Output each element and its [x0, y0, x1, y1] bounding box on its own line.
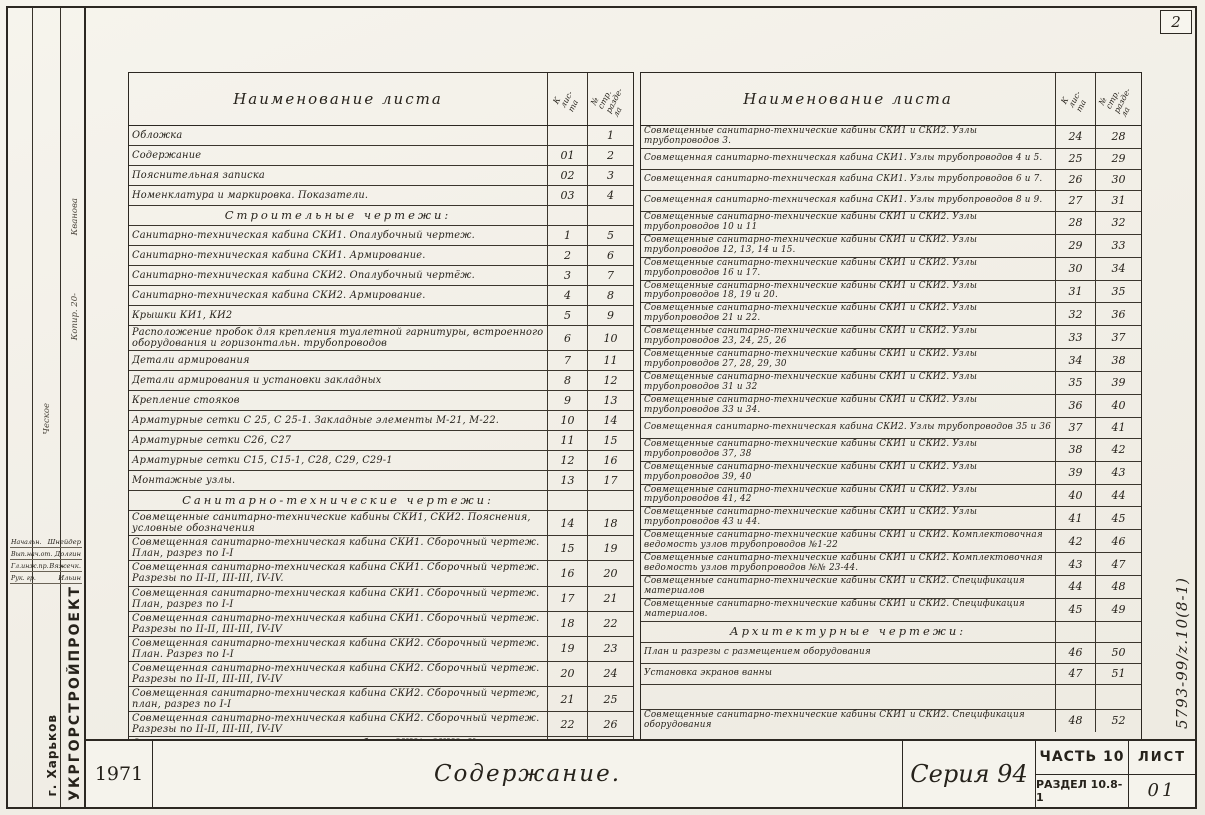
table-row — [129, 146, 633, 166]
row-sheet-number: 28 — [1055, 212, 1095, 234]
row-page-number: 23 — [587, 637, 633, 661]
table-row — [129, 226, 633, 246]
table-row — [641, 599, 1141, 622]
table-row — [129, 206, 633, 226]
row-sheet-name: Совмещенная санитарно-техническая кабина СКИ2. Сборочный чертеж. Разрезы по II-II, III-III, IV-IV — [132, 713, 540, 736]
table-row — [641, 303, 1141, 326]
row-sheet-name: Совмещенные санитарно-технические кабины СКИ1 и СКИ2. Спецификация материалов — [644, 576, 1025, 596]
table-row — [641, 643, 1141, 664]
row-page-number: 37 — [1095, 326, 1141, 348]
row-sheet-name: Обложка — [132, 129, 183, 141]
row-sheet-name: Совмещенные санитарно-технические кабины СКИ1 и СКИ2. Узлы трубопроводов 43 и 44. — [644, 507, 978, 528]
table-row — [129, 411, 633, 431]
row-page-number: 51 — [1095, 664, 1141, 684]
table-row — [129, 536, 633, 561]
row-sheet-name: Совмещенные санитарно-технические кабины СКИ1 и СКИ2. Спецификация оборудования — [644, 709, 1025, 730]
column-header-sheet: К лис- та — [547, 73, 587, 125]
row-sheet-name: Номенклатура и маркировка. Показатели. — [132, 189, 369, 201]
row-sheet-name: Расположение пробок для крепления туалетной гарнитуры, встроенного оборудования и горизонтальн. трубопроводов — [132, 327, 544, 350]
row-sheet-number: 19 — [547, 637, 587, 661]
row-sheet-number: 11 — [547, 431, 587, 450]
row-sheet-name: Арматурные сетки С15, С15-1, С28, С29, С29-1 — [132, 455, 393, 467]
table-row — [641, 685, 1141, 710]
row-sheet-number — [547, 206, 587, 225]
part-section-cell — [1035, 741, 1128, 807]
row-page-number: 46 — [1095, 530, 1141, 552]
column-header-name: Наименование листа — [233, 90, 443, 108]
column-header-page: № стр. разде- ла — [587, 73, 633, 125]
row-sheet-name: Санитарно-техническая кабина СКИ2. Опалубочный чертёж. — [132, 269, 475, 281]
row-sheet-number: 45 — [1055, 599, 1095, 621]
row-page-number: 5 — [587, 226, 633, 245]
row-sheet-name: Санитарно-технические чертежи: — [182, 493, 494, 508]
row-sheet-name: План и разрезы с размещением оборудования — [644, 646, 871, 657]
row-page-number: 3 — [587, 166, 633, 185]
organization-name: УКРГОРСТРОЙПРОЕКТ — [67, 585, 83, 801]
row-sheet-name: Детали армирования и установки закладных — [132, 375, 382, 387]
table-row — [129, 286, 633, 306]
table-row — [641, 126, 1141, 149]
row-sheet-number: 21 — [547, 687, 587, 711]
row-sheet-name: Совмещенные санитарно-технические кабины СКИ1 и СКИ2. Узлы трубопроводов 41, 42 — [644, 484, 978, 505]
signer-name: Долгин — [54, 550, 81, 558]
row-page-number: 1 — [587, 126, 633, 145]
row-sheet-name: Санитарно-техническая кабина СКИ2. Армирование. — [132, 289, 426, 301]
row-sheet-name: Совмещенные санитарно-технические кабины СКИ1, СКИ2. Пояснения, условные обозначения — [132, 512, 531, 535]
row-sheet-number: 31 — [1055, 281, 1095, 303]
table-row — [641, 664, 1141, 685]
row-page-number: 34 — [1095, 258, 1141, 280]
row-page-number: 42 — [1095, 439, 1141, 461]
table-row — [641, 191, 1141, 212]
row-sheet-number: 13 — [547, 471, 587, 490]
table-row — [641, 349, 1141, 372]
row-sheet-number: 2 — [547, 246, 587, 265]
row-page-number: 33 — [1095, 235, 1141, 257]
row-page-number: 10 — [587, 326, 633, 350]
stamp-signer-row — [10, 548, 82, 560]
row-sheet-number: 32 — [1055, 303, 1095, 325]
row-sheet-name: Детали армирования — [132, 355, 250, 367]
row-page-number: 40 — [1095, 395, 1141, 417]
table-row — [641, 710, 1141, 732]
row-sheet-name: Совмещенная санитарно-техническая кабина СКИ2. Сборочный чертеж. Разрезы по II-II, III-III, IV-IV — [132, 662, 540, 685]
table-header — [641, 73, 1141, 126]
table-row — [641, 507, 1141, 530]
row-page-number: 21 — [587, 587, 633, 611]
row-sheet-name: Совмещенные санитарно-технические кабины СКИ1 и СКИ2. Узлы трубопроводов 27, 28, 29, 30 — [644, 349, 978, 370]
row-sheet-name — [641, 685, 1055, 709]
stamp-divider-line — [60, 8, 61, 807]
row-sheet-number — [1055, 622, 1095, 642]
signer-role: Гл.инж.пр. — [11, 563, 49, 570]
row-sheet-number: 12 — [547, 451, 587, 470]
table-row — [641, 149, 1141, 170]
row-sheet-number — [547, 491, 587, 510]
row-sheet-name: Строительные чертежи: — [224, 208, 452, 222]
row-page-number: 39 — [1095, 372, 1141, 394]
table-row — [641, 372, 1141, 395]
row-page-number: 7 — [587, 266, 633, 285]
row-sheet-name: Пояснительная записка — [132, 169, 265, 181]
signer-role: Рук. гр. — [11, 575, 36, 582]
row-page-number: 31 — [1095, 191, 1141, 211]
table-row — [129, 166, 633, 186]
row-sheet-name: Совмещенная санитарно-техническая кабина СКИ1. Узлы трубопроводов 6 и 7. — [644, 173, 1043, 184]
row-page-number — [1095, 622, 1141, 642]
row-page-number: 8 — [587, 286, 633, 305]
row-sheet-number: 34 — [1055, 349, 1095, 371]
row-sheet-name: Совмещенная санитарно-техническая кабина СКИ1. Сборочный чертеж. План, разрез по I-I — [132, 587, 540, 610]
row-page-number: 2 — [587, 146, 633, 165]
row-sheet-name: Совмещенные санитарно-технические кабины СКИ1 и СКИ2. Узлы трубопроводов 3. — [644, 126, 978, 146]
row-sheet-number: 30 — [1055, 258, 1095, 280]
stamp-signer-row — [10, 560, 82, 572]
row-sheet-name: Совмещенные санитарно-технические кабины СКИ1 и СКИ2. Узлы трубопроводов 33 и 34. — [644, 394, 978, 415]
row-sheet-number: 7 — [547, 351, 587, 370]
document-number-vertical: 5793-99/z.10(8-1) — [1173, 577, 1191, 729]
row-sheet-name: Совмещенные санитарно-технические кабины СКИ1 и СКИ2. Узлы трубопроводов 16 и 17. — [644, 257, 978, 278]
table-body-left — [129, 126, 633, 761]
column-header-page: № стр. разде- ла — [1095, 73, 1141, 125]
row-page-number: 16 — [587, 451, 633, 470]
table-row — [641, 170, 1141, 191]
row-page-number: 50 — [1095, 643, 1141, 663]
row-sheet-name: Совмещенные санитарно-технические кабины СКИ1 и СКИ2. Узлы трубопроводов 10 и 11 — [644, 211, 978, 232]
row-page-number — [1095, 685, 1141, 709]
row-page-number: 29 — [1095, 149, 1141, 169]
row-page-number: 12 — [587, 371, 633, 390]
part-label: ЧАСТЬ 10 — [1036, 741, 1128, 775]
row-sheet-number: 8 — [547, 371, 587, 390]
table-row — [641, 281, 1141, 304]
row-page-number: 41 — [1095, 418, 1141, 438]
table-row — [129, 451, 633, 471]
left-stamp-column — [6, 6, 86, 809]
row-page-number: 25 — [587, 687, 633, 711]
row-sheet-name: Совмещенная санитарно-техническая кабина СКИ1. Сборочный чертеж. Разрезы по II-II, III-III, IV-IV — [132, 612, 540, 635]
row-sheet-number: 1 — [547, 226, 587, 245]
row-page-number: 30 — [1095, 170, 1141, 190]
title-block — [84, 739, 1197, 809]
table-row — [129, 491, 633, 511]
table-row — [641, 326, 1141, 349]
row-page-number: 4 — [587, 186, 633, 205]
row-sheet-name: Арматурные сетки С 25, С 25-1. Закладные элементы М-21, М-22. — [132, 415, 500, 427]
row-page-number: 36 — [1095, 303, 1141, 325]
row-sheet-name: Совмещенные санитарно-технические кабины СКИ1 и СКИ2. Узлы трубопроводов 18, 19 и 20. — [644, 280, 978, 301]
table-row — [641, 418, 1141, 439]
row-sheet-number: 29 — [1055, 235, 1095, 257]
row-sheet-number: 02 — [547, 166, 587, 185]
row-sheet-name: Крепление стояков — [132, 395, 240, 407]
table-row — [641, 530, 1141, 553]
row-sheet-name: Совмещенная санитарно-техническая кабина СКИ2. Узлы трубопроводов 35 и 36 — [644, 421, 1051, 432]
row-page-number: 15 — [587, 431, 633, 450]
row-sheet-number: 9 — [547, 391, 587, 410]
row-sheet-number: 26 — [1055, 170, 1095, 190]
row-sheet-number: 38 — [1055, 439, 1095, 461]
row-sheet-name: Совмещенные санитарно-технические кабины СКИ1 и СКИ2. Комплектовочная ведомость узлов трубопроводов №1-22 — [644, 530, 1043, 551]
row-page-number: 20 — [587, 561, 633, 585]
row-sheet-number: 41 — [1055, 507, 1095, 529]
contents-tables — [128, 72, 1142, 779]
row-page-number: 45 — [1095, 507, 1141, 529]
row-sheet-name: Совмещенная санитарно-техническая кабина СКИ1. Сборочный чертеж. Разрезы по II-II, III-III, IV-IV. — [132, 562, 540, 585]
table-row — [641, 622, 1141, 643]
stamp-signer-row — [10, 572, 82, 584]
table-row — [641, 485, 1141, 508]
column-header-sheet: К лис- та — [1055, 73, 1095, 125]
row-sheet-name: Совмещенные санитарно-технические кабины СКИ1 и СКИ2. Узлы трубопроводов 31 и 32 — [644, 372, 978, 392]
row-sheet-number: 36 — [1055, 395, 1095, 417]
row-sheet-name: Совмещенные санитарно-технические кабины СКИ1 и СКИ2. Узлы трубопроводов 37, 38 — [644, 438, 978, 459]
row-sheet-number: 3 — [547, 266, 587, 285]
row-sheet-number — [547, 126, 587, 145]
left-table-column — [128, 72, 634, 779]
row-page-number: 44 — [1095, 485, 1141, 507]
row-sheet-number: 22 — [547, 712, 587, 736]
organization-city: г. Харьков — [45, 714, 59, 797]
sheet-number-cell — [1128, 741, 1195, 807]
row-page-number — [587, 491, 633, 510]
signer-role: Вып.нач.от. — [11, 551, 53, 558]
sheet-label: ЛИСТ — [1129, 741, 1195, 775]
row-page-number: 26 — [587, 712, 633, 736]
row-sheet-number: 15 — [547, 536, 587, 560]
row-sheet-name: Совмещенная санитарно-техническая кабина СКИ1. Сборочный чертеж. План, разрез по I-I — [132, 537, 540, 560]
row-sheet-name: Санитарно-техническая кабина СКИ1. Опалубочный чертеж. — [132, 229, 475, 241]
signer-name: Вяжечк. — [49, 562, 81, 570]
table-row — [641, 395, 1141, 418]
sheet-title: Содержание. — [433, 761, 622, 787]
row-sheet-number: 40 — [1055, 485, 1095, 507]
table-row — [129, 471, 633, 491]
contents-table-right — [640, 72, 1142, 779]
table-row — [129, 431, 633, 451]
table-row — [129, 637, 633, 662]
table-row — [641, 576, 1141, 599]
table-row — [129, 246, 633, 266]
signer-name: Шнейдер — [47, 538, 81, 546]
table-row — [129, 306, 633, 326]
row-page-number: 9 — [587, 306, 633, 325]
table-row — [641, 553, 1141, 576]
row-page-number: 24 — [587, 662, 633, 686]
row-page-number: 22 — [587, 612, 633, 636]
table-row — [129, 391, 633, 411]
row-sheet-number: 10 — [547, 411, 587, 430]
column-header-name: Наименование листа — [743, 90, 953, 108]
table-row — [641, 212, 1141, 235]
row-page-number: 13 — [587, 391, 633, 410]
stamp-note: Копир. 20- — [70, 293, 80, 341]
section-label: РАЗДЕЛ 10.8-1 — [1036, 777, 1123, 804]
row-sheet-number: 16 — [547, 561, 587, 585]
row-sheet-name: Совмещенная санитарно-техническая кабина СКИ2. Сборочный чертеж, план, разрез по I-I — [132, 688, 540, 711]
row-sheet-number: 48 — [1055, 710, 1095, 732]
stamp-divider-line — [32, 8, 33, 807]
row-sheet-name: Совмещенные санитарно-технические кабины СКИ1 и СКИ2. Узлы трубопроводов 21 и 22. — [644, 303, 978, 324]
table-row — [641, 439, 1141, 462]
table-row — [129, 371, 633, 391]
table-body-right — [641, 126, 1141, 732]
row-page-number: 38 — [1095, 349, 1141, 371]
row-sheet-number: 27 — [1055, 191, 1095, 211]
sheet-number: 01 — [1147, 780, 1177, 802]
row-sheet-name: Монтажные узлы. — [132, 475, 236, 487]
stamp-note: Ческое — [42, 403, 52, 435]
row-sheet-number — [1055, 685, 1095, 709]
row-sheet-number: 6 — [547, 326, 587, 350]
row-sheet-name: Совмещенные санитарно-технические кабины СКИ1 и СКИ2. Узлы трубопроводов 12, 13, 14 и 15. — [644, 234, 978, 255]
table-row — [129, 561, 633, 586]
table-row — [129, 511, 633, 536]
table-row — [129, 662, 633, 687]
table-row — [129, 587, 633, 612]
row-page-number: 43 — [1095, 462, 1141, 484]
row-sheet-number: 01 — [547, 146, 587, 165]
row-page-number: 48 — [1095, 576, 1141, 598]
table-row — [129, 326, 633, 351]
row-sheet-number: 35 — [1055, 372, 1095, 394]
table-row — [641, 258, 1141, 281]
table-header — [129, 73, 633, 126]
row-sheet-number: 24 — [1055, 126, 1095, 148]
signer-role: Начальн. — [11, 539, 42, 546]
row-sheet-number: 33 — [1055, 326, 1095, 348]
row-sheet-number: 39 — [1055, 462, 1095, 484]
row-sheet-number: 25 — [1055, 149, 1095, 169]
table-row — [641, 462, 1141, 485]
row-sheet-number: 17 — [547, 587, 587, 611]
row-sheet-number: 44 — [1055, 576, 1095, 598]
row-sheet-name: Совмещенные санитарно-технические кабины СКИ1 и СКИ2. Комплектовочная ведомость узлов трубопроводов №№ 23-44. — [644, 553, 1043, 574]
row-page-number: 35 — [1095, 281, 1141, 303]
page-number-box: 2 — [1160, 10, 1192, 34]
row-sheet-name: Совмещенная санитарно-техническая кабина СКИ1. Узлы трубопроводов 4 и 5. — [644, 152, 1043, 163]
row-page-number: 49 — [1095, 599, 1141, 621]
row-sheet-number: 18 — [547, 612, 587, 636]
row-page-number: 17 — [587, 471, 633, 490]
row-page-number: 52 — [1095, 710, 1141, 732]
row-sheet-name: Арматурные сетки С26, С27 — [132, 435, 292, 447]
row-sheet-name: Совмещенные санитарно-технические кабины СКИ1 и СКИ2. Спецификация материалов. — [644, 598, 1025, 619]
series-label: Серия 94 — [902, 741, 1035, 807]
contents-table-left — [128, 72, 634, 762]
table-row — [129, 186, 633, 206]
row-sheet-number: 43 — [1055, 553, 1095, 575]
table-row — [129, 266, 633, 286]
row-page-number — [587, 206, 633, 225]
row-sheet-name: Совмещенная санитарно-техническая кабина СКИ1. Узлы трубопроводов 8 и 9. — [644, 194, 1043, 205]
row-page-number: 14 — [587, 411, 633, 430]
row-sheet-name: Архитектурные чертежи: — [729, 624, 967, 639]
row-sheet-number: 5 — [547, 306, 587, 325]
row-sheet-name: Содержание — [132, 149, 202, 161]
row-sheet-name: Совмещенные санитарно-технические кабины СКИ1 и СКИ2. Узлы трубопроводов 39, 40 — [644, 461, 978, 482]
row-page-number: 47 — [1095, 553, 1141, 575]
row-sheet-number: 42 — [1055, 530, 1095, 552]
title-block-year: 1971 — [86, 741, 153, 807]
signer-name: Ильин — [58, 574, 81, 582]
row-page-number: 6 — [587, 246, 633, 265]
row-sheet-name: Крышки КИ1, КИ2 — [132, 309, 233, 321]
table-row — [641, 235, 1141, 258]
table-row — [129, 712, 633, 737]
row-sheet-number: 03 — [547, 186, 587, 205]
table-row — [129, 351, 633, 371]
table-row — [129, 126, 633, 146]
row-sheet-number: 46 — [1055, 643, 1095, 663]
row-page-number: 19 — [587, 536, 633, 560]
row-page-number: 28 — [1095, 126, 1141, 148]
row-sheet-name: Совмещенные санитарно-технические кабины СКИ1 и СКИ2. Узлы трубопроводов 23, 24, 25, 26 — [644, 326, 978, 347]
table-row — [129, 612, 633, 637]
stamp-note: Кванова — [70, 198, 80, 236]
row-page-number: 11 — [587, 351, 633, 370]
row-sheet-name: Совмещенная санитарно-техническая кабина СКИ2. Сборочный чертеж. План. Разрез по I-I — [132, 637, 540, 660]
table-row — [129, 687, 633, 712]
row-sheet-name: Санитарно-техническая кабина СКИ1. Армирование. — [132, 249, 426, 261]
row-sheet-name: Установка экранов ванны — [644, 667, 773, 678]
stamp-signer-row — [10, 536, 82, 548]
row-sheet-number: 4 — [547, 286, 587, 305]
row-page-number: 18 — [587, 511, 633, 535]
row-sheet-number: 47 — [1055, 664, 1095, 684]
row-sheet-number: 37 — [1055, 418, 1095, 438]
row-page-number: 32 — [1095, 212, 1141, 234]
row-sheet-number: 14 — [547, 511, 587, 535]
row-sheet-number: 20 — [547, 662, 587, 686]
stamp-signers-block — [10, 536, 82, 584]
